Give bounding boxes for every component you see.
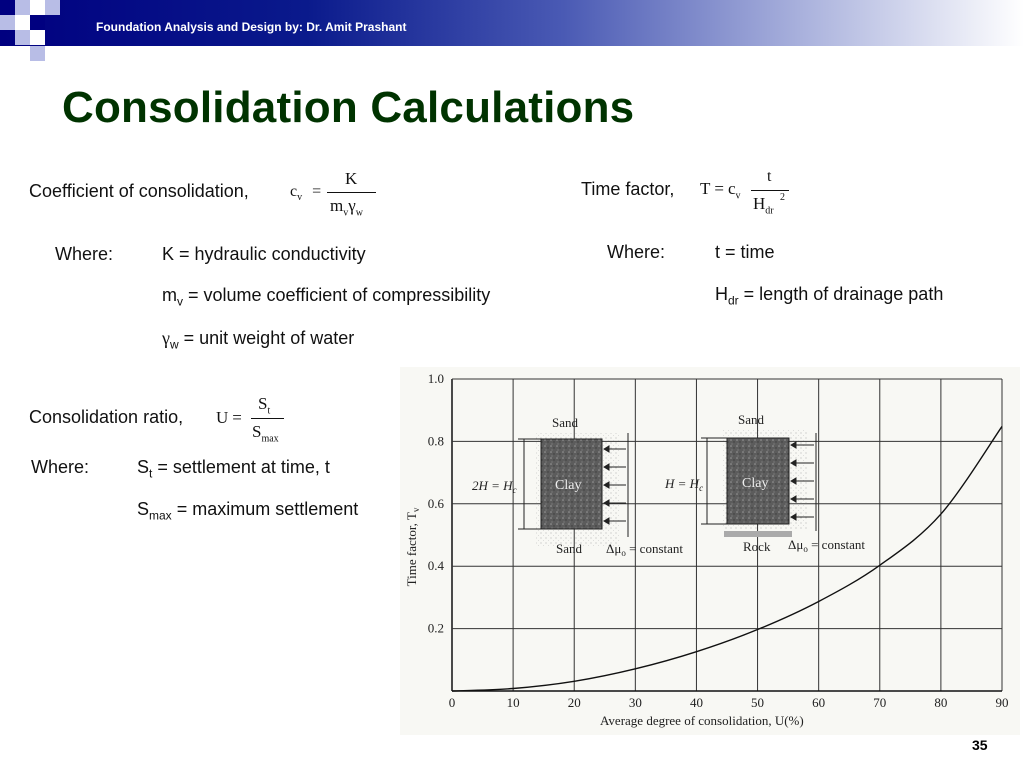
fraction-line (327, 192, 376, 193)
ratio-formula: U = (216, 408, 242, 427)
inset-label: Clay (555, 478, 582, 493)
inset-label: Sand (556, 541, 582, 556)
decor-square (45, 0, 60, 15)
y-tick-label: 0.8 (427, 433, 444, 449)
decor-square (0, 0, 15, 15)
definition-k: K = hydraulic conductivity (162, 244, 366, 264)
fraction-line (251, 418, 284, 419)
decor-square (30, 30, 45, 45)
x-axis-label: Average degree of consolidation, U(%) (600, 713, 804, 728)
inset-label: $H = H_c$ (665, 476, 704, 493)
page-title: Consolidation Calculations (62, 83, 635, 132)
cv-formula: $c_v$ = (290, 183, 322, 204)
cv-numerator: K (345, 169, 358, 188)
ratio-denominator: $S_{max}$ (252, 422, 279, 445)
x-tick-label: 0 (448, 695, 456, 710)
inset-label: $2H = H_c$ (472, 478, 517, 495)
definition-gamma-w: $\gamma_w$ = unit weight of water (162, 328, 355, 352)
slide-number: 35 (972, 737, 988, 753)
x-tick-label: 10 (506, 695, 520, 710)
x-tick-label: 80 (934, 695, 948, 710)
definition-hdr: $H_{dr}$ = length of drainage path (715, 284, 944, 308)
x-tick-label: 30 (628, 695, 642, 710)
inset-label: $\Delta\mu_o$ = constant (788, 537, 865, 554)
x-tick-label: 50 (751, 695, 765, 710)
fraction-line (751, 190, 789, 191)
inset-label: Sand (552, 415, 578, 430)
definition-st: $S_t$ = settlement at time, t (137, 457, 330, 481)
ratio-numerator: $S_t$ (258, 394, 271, 417)
coefficient-label: Coefficient of consolidation, (29, 181, 249, 201)
where-label: Where: (607, 242, 666, 262)
x-tick-label: 70 (873, 695, 887, 710)
chart-background (400, 367, 1020, 735)
inset-label: $\Delta\mu_o$ = constant (606, 541, 683, 558)
ratio-label: Consolidation ratio, (29, 407, 184, 427)
tf-denominator: $H_{dr}$ (753, 194, 774, 217)
tf-numerator: t (767, 168, 772, 185)
definition-t: t = time (715, 242, 775, 262)
y-axis-label: Time factor, $T_v$ (404, 507, 421, 587)
inset-label: Clay (742, 476, 769, 491)
consolidation-chart (400, 367, 1020, 735)
time-factor-label: Time factor, (581, 179, 675, 199)
x-tick-label: 60 (812, 695, 826, 710)
cv-denominator: $m_v\gamma_w$ (330, 196, 363, 219)
y-tick-label: 0.4 (427, 558, 444, 574)
definition-mv: $m_v$ = volume coefficient of compressibility (162, 285, 491, 309)
time-factor-formula: $T = c_v$ (700, 179, 741, 202)
where-label: Where: (31, 457, 90, 477)
decor-square (30, 15, 45, 30)
decor-square (15, 30, 30, 45)
inset-label: Sand (738, 412, 764, 427)
definition-smax: $S_{max}$ = maximum settlement (137, 499, 359, 523)
decor-square (30, 0, 45, 15)
decor-square (0, 15, 15, 30)
decor-square (30, 46, 45, 61)
y-tick-label: 0.6 (427, 495, 444, 511)
where-label: Where: (55, 244, 114, 264)
inset-label: Rock (743, 539, 771, 554)
x-tick-label: 90 (995, 695, 1009, 710)
tf-exponent: 2 (780, 192, 785, 203)
decor-square (15, 0, 30, 15)
header-text: Foundation Analysis and Design by: Dr. Amit Prashant (96, 20, 407, 34)
x-tick-label: 20 (567, 695, 581, 710)
decor-square (15, 15, 30, 30)
rock-base (724, 531, 792, 537)
y-tick-label: 1.0 (427, 371, 444, 386)
y-tick-label: 0.2 (427, 620, 444, 636)
x-tick-label: 40 (689, 695, 703, 710)
